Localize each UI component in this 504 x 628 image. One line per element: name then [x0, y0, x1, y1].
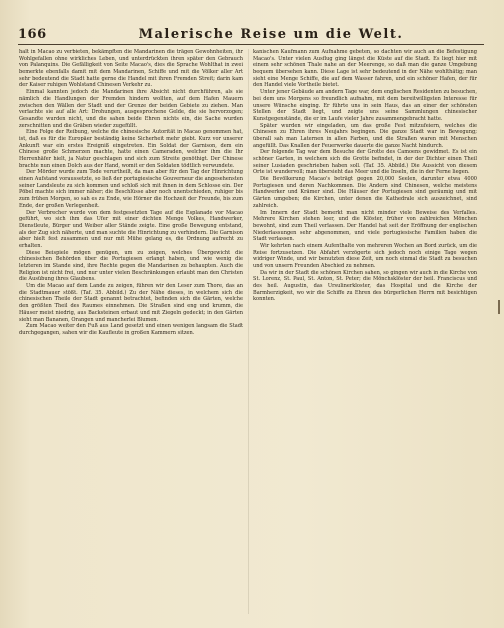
paragraph: Später wurden wir eingeladen, um das große Fest mitzufeiern, welches die Chinesen zu Ehren ihres Neujahrs begingen. Die ganze Stadt war in Bewegung; überall sah man Laternen in allen Farben, und die Straßen waren mit Menschen angefüllt. Das Knallen der Feuerwerke dauerte die ganze Nacht hindurch. — [253, 122, 477, 149]
paragraph: Der Mörder wurde zum Tode verurtheilt, da man aber für den Tag der Hinrichtung einen Aufstand voraussetzte, so ließ der portugiesische Gouverneur die angesehensten seiner Landsleute zu sich kommen und schloß sich mit ihnen in dem Schlosse ein. Der Pöbel machte sich immer näher; die Beschlüsse aber noch unentschieden, ruhiger bis zum frühen Morgen, so sah es zu Ende, wie Hörner die Hochzeit der Freunde, bis zum Ende, der großen Verlegenheit. — [19, 169, 243, 209]
paragraph: halt in Macao zu verbieten, bekämpften die Mandarinen die trägen Gewohnheiten, ihr Wohlgefallen ohne wirkliches Leben, und unterdrückten ihren später den Gebrauch von Palanquins. Die Gefälligkeit von Seite Macao's, dies die Sprache Wohlthat in zwei bemerkte ebenfalls damit mit dem Mandarinen, Schiffe und mit die Völker aller Art sehr bedeutend die Stadt hatte gerne die Handel mit ihren Fremden Streit; darin kam der Kaiser ruhigen Wohlstand Chinesen Verkehr zu. — [19, 49, 243, 89]
column-gutter — [248, 49, 249, 614]
paragraph: Wir kehrten nach einem Aufenthalte von mehreren Wochen an Bord zurück, um die Reise fortzusetzen. Die Abfahrt verzögerte sich jedoch noch einige Tage wegen widriger Winde, und wir benutzten diese Zeit, um noch einmal die Stadt zu besuchen und von unsern Freunden Abschied zu nehmen. — [253, 242, 477, 269]
paragraph: Um die Macao auf dem Lande zu zeigen, führen wir den Leser zum Thore, das an die Stadtmauer stößt. (Taf. 35. Abbild.) Zu der Nähe dieses, in welchem sich die chinesischen Theile der Stadt genannt betrachtet, befinden sich die Gärten, welche den größten Theil des Raumes einnehmen. Die Straßen sind eng und krumm, die Häuser meist niedrig, aus Backsteinen erbaut und mit Ziegeln gedeckt; in den Gärten sieht man Bananen, Orangen und mancherlei Blumen. — [19, 283, 243, 323]
paragraph: Im Innern der Stadt bemerkt man nicht minder viele Beweise des Verfalles. Mehrere Kirchen stehen leer, und die Klöster, früher von zahlreichen Mönchen bewohnt, sind zum Theil verlassen. Der Handel hat seit der Eröffnung der englischen Niederlassungen sehr abgenommen, und viele portugiesische Familien haben die Stadt verlassen. — [253, 209, 477, 243]
running-title: Malerische Reise um die Welt. — [138, 27, 404, 42]
page-edge-mark — [498, 300, 500, 314]
page-number: 166 — [18, 27, 47, 42]
paragraph: Einmal kannten jedoch die Mandarinen ihre Absicht nicht durchführen, als sie nämlich die Handlungen der Fremden hindern wollten, auf dem Hafen Mauern zwischen den Wällen der Stadt und der Grenze der beiden Gebiete zu ziehen. Man verlachte sie auf alle Art: Drohungen, ausgesprochene Gelde, die sie hervorzogen; Gesandte wurden nicht, und die sahen beide Ehren nichts ein, die Sache wurden zerschnitten und die Gräben wieder zugefüllt. — [19, 89, 243, 129]
left-column — [19, 49, 243, 619]
paragraph: Eine Folge der Reibung, welche die chinesische Autorität in Macao genommen hat, ist, daß es für die Europäer beständig keine Sicherheit mehr giebt. Kurz vor unserer Ankunft war ein erstes Ereigniß eingetreten. Ein Soldat der Garnison, dem ein Chinese große Schmerzen machte, hatte einen Cameraden, welcher ihm die Ihr Herrenhäfer hielt, ja Natur geschlagen und sich zum Streite genöthigt. Der Chinese brachte nun einen Dolch aus der Hand, womit er den Soldaten tödtlich verwundete. — [19, 129, 243, 169]
header-rule — [18, 44, 484, 45]
paragraph: Der folgende Tag war dem Besuche der Grotte des Camoens gewidmet. Es ist ein schöner Garten, in welchem sich die Grotte befindet, in der der Dichter einen Theil seiner Lusiaden geschrieben haben soll. (Taf. 35. Abbild.) Die Aussicht von diesem Orte ist wundervoll; man übersieht das Meer und die Inseln, die in der Ferne liegen. — [253, 149, 477, 176]
paragraph: kanischen Kaufmann zum Aufnahme gebeten, so dachten wir auch an die Befestigung Macao's. Unter vielen Ausflug ging längst die Küste auf die Stadt. Es liegt hier mit einem sehr schönen Thale nahe an der Meerenge, so daß man die ganze Umgebung bequem übersehen kann. Diese Lage ist sehr bedeutend in der Nähe wohlthätig; man sieht eine Menge Schiffe, die auf dem Wasser fahren, und ein schöner Hafen, der für den Handel viele Vortheile bietet. — [253, 49, 477, 89]
page-header — [18, 26, 484, 42]
right-column — [253, 49, 477, 619]
paragraph: Unter jener Gebäude am andern Tage war, dem englischen Residenten zu besuchen, bei dem uns Morgens so freundlich aufnahm, mit dem bereitwilligsten Interesse für unsere Wünsche einging. Er führte uns in sein Haus, das an einer der schönsten Stellen der Stadt liegt, und zeigte uns seine Sammlungen chinesischer Kunstgegenstände, die er im Laufe vieler Jahre zusammengebracht hatte. — [253, 89, 477, 122]
paragraph: Diese Beispiele mögen genügen, um zu zeigen, welches Übergewicht die chinesischen Behörden über die Portugiesen erlangt haben, und wie wenig die letzteren im Stande sind, ihre Rechte gegen die Mandarinen zu behaupten. Auch die Religion ist nicht frei, und nur unter vielen Beschränkungen erlaubt man den Christen die Ausübung ihres Glaubens. — [19, 249, 243, 283]
paragraph: Zum Macao weiter den Fuß aus Land gesetzt und einen wenigen langsam die Stadt durchgegangen, sahen wir die Kaufleute in großen Kammern sitzen. — [19, 323, 243, 336]
paragraph: Der Verbrecher wurde von dem festgesetzten Tage auf die Esplanade vor Macao geführt, wo sich ihm das Ufer mit einer dichten Menge Volkes, Handwerker, Dienstleute, Bürger und Weiber aller Stände zeigte. Eine große Bewegung entstand, als der Zug sich näherte, und man suchte die Hinrichtung zu verhindern. Die Garnison aber hielt fest zusammen und nur mit Mühe gelang es, die Ordnung aufrecht zu erhalten. — [19, 209, 243, 249]
paragraph: Die Bevölkerung Macao's beträgt gegen 20,000 Seelen, darunter etwa 4000 Portugiesen und deren Nachkommen. Die Andern sind Chinesen, welche meistens Handwerker und Krämer sind. Die Häuser der Portugiesen sind geräumig und mit Gärten umgeben; die Kirchen, unter denen die Kathedrale sich auszeichnet, sind zahlreich. — [253, 176, 477, 209]
paragraph: Da wir in der Stadt die schönen Kirchen sahen, so gingen wir auch in die Kirche von St. Lorenz, St. Paul, St. Anton, St. Peter; die Mönchsklöster der heil. Franciscus und des heil. Augustin, das Ursulinerkloster, das Hospital und die Kirche der Barmherzigkeit, wo wir die Schiffe zu Ehren des bürgerlichen Herrn mit besichtigen konnten. — [253, 269, 477, 303]
